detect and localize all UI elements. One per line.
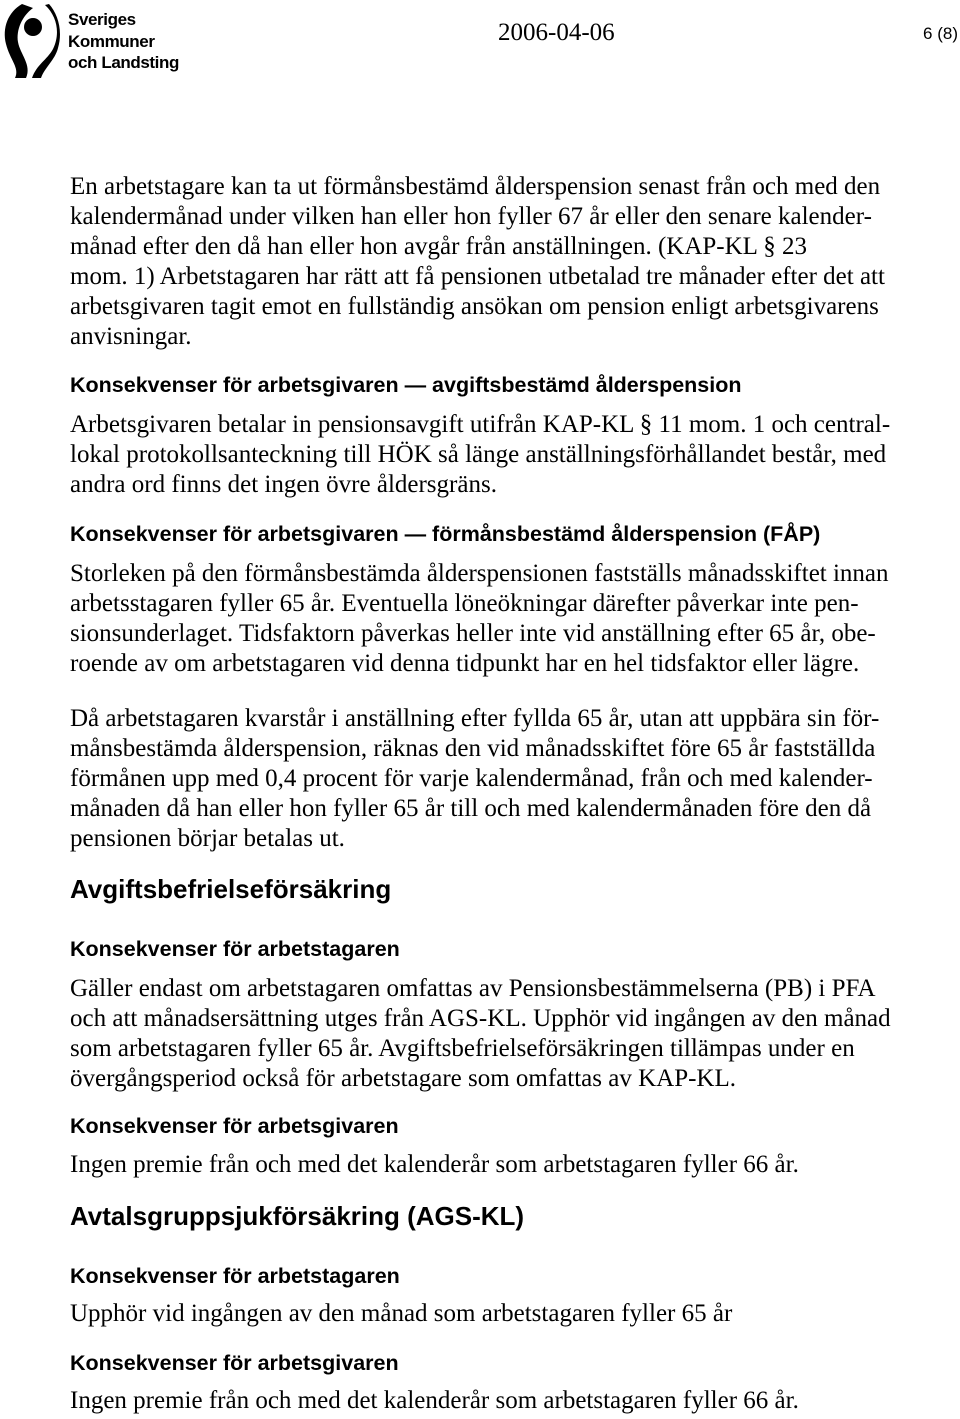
paragraph-line: Ingen premie från och med det kalenderår som arbetstagaren fyller 66 år. [70,1387,799,1414]
paragraph-avgiftsbefrielse-employee [70,974,960,1094]
logo-line: Kommuner [68,31,155,51]
paragraph-line: månsbestämda ålderspension, räknas den vid månadsskiftet före 65 år fastställda [70,735,876,762]
paragraph-benefit-size [70,559,960,679]
logo-wordmark [68,9,179,74]
paragraph-line: som arbetstagaren fyller 65 år. Avgiftsbefrielseförsäkringen tillämpas under en [70,1035,855,1062]
paragraph-line: Ingen premie från och med det kalenderår som arbetstagaren fyller 66 år. [70,1151,799,1178]
paragraph-benefit-increase [70,704,960,854]
paragraph-line: och att månadsersättning utges från AGS-KL. Upphör vid ingången av den månad [70,1005,891,1032]
logo-line: och Landsting [68,53,179,72]
paragraph-line: pensionen börjar betalas ut. [70,825,345,852]
paragraph-line: sionsunderlaget. Tidsfaktorn påverkas heller inte vid anställning efter 65 år, obe- [70,620,876,647]
paragraph-line: roende av om arbetstagaren vid denna tidpunkt har en hel tidsfaktor eller lägre. [70,650,860,677]
heading-employee-consequences: Konsekvenser för arbetstagaren [70,1264,400,1288]
paragraph-line: Gäller endast om arbetstagaren omfattas av Pensionsbestämmelserna (PB) i PFA [70,975,876,1002]
paragraph-line: anvisningar. [70,323,192,350]
heading-employer-defined-contribution: Konsekvenser för arbetsgivaren — avgiftsbestämd ålderspension [70,373,742,397]
paragraph-contribution [70,410,960,500]
paragraph-line: mom. 1) Arbetstagaren har rätt att få pensionen utbetalad tre månader efter det att [70,263,885,290]
section-title-ags-kl: Avtalsgruppsjukförsäkring (AGS-KL) [70,1201,525,1231]
paragraph-line: Upphör vid ingången av den månad som arbetstagaren fyller 65 år [70,1300,733,1327]
paragraph-line: kalendermånad under vilken han eller hon fyller 67 år eller den senare kalender- [70,203,872,230]
paragraph-line: arbetsgivaren tagit emot en fullständig ansökan om pension enligt arbetsgivarens [70,293,879,320]
document-date: 2006-04-06 [498,19,615,46]
logo-line: Sveriges [68,10,136,29]
paragraph-line: Arbetsgivaren betalar in pensionsavgift utifrån KAP-KL § 11 mom. 1 och central- [70,411,891,438]
paragraph-line: övergångsperiod också för arbetstagare som omfattas av KAP-KL. [70,1065,737,1092]
skl-logo-icon [2,2,60,80]
heading-employer-consequences: Konsekvenser för arbetsgivaren [70,1114,399,1138]
heading-employer-consequences: Konsekvenser för arbetsgivaren [70,1351,399,1375]
paragraph-line: Då arbetstagaren kvarstår i anställning efter fyllda 65 år, utan att uppbära sin för- [70,705,880,732]
paragraph-line: månad efter den då han eller hon avgår från anställningen. (KAP-KL § 23 [70,233,807,260]
paragraph-ags-employer [70,1386,960,1416]
heading-employer-defined-benefit: Konsekvenser för arbetsgivaren — förmånsbestämd ålderspension (FÅP) [70,522,821,546]
heading-employee-consequences: Konsekvenser för arbetstagaren [70,937,400,961]
paragraph-line: arbetsstagaren fyller 65 år. Eventuella löneökningar därefter påverkar inte pen- [70,590,859,617]
section-title-avgiftsbefrielse: Avgiftsbefrielseförsäkring [70,874,392,904]
paragraph-ags-employee [70,1299,960,1329]
paragraph-line: förmånen upp med 0,4 procent för varje kalendermånad, från och med kalender- [70,765,873,792]
paragraph-line: lokal protokollsanteckning till HÖK så länge anställningsförhållandet består, med [70,441,887,468]
paragraph-line: månaden då han eller hon fyller 65 år till och med kalendermånaden före den då [70,795,872,822]
paragraph-line: En arbetstagare kan ta ut förmånsbestämd ålderspension senast från och med den [70,173,881,200]
paragraph-retirement-age [70,172,960,352]
paragraph-avgiftsbefrielse-employer [70,1150,960,1180]
paragraph-line: Storleken på den förmånsbestämda ålderspensionen fastställs månadsskiftet innan [70,560,889,587]
page-number: 6 (8) [923,24,958,43]
paragraph-line: andra ord finns det ingen övre åldersgräns. [70,471,497,498]
